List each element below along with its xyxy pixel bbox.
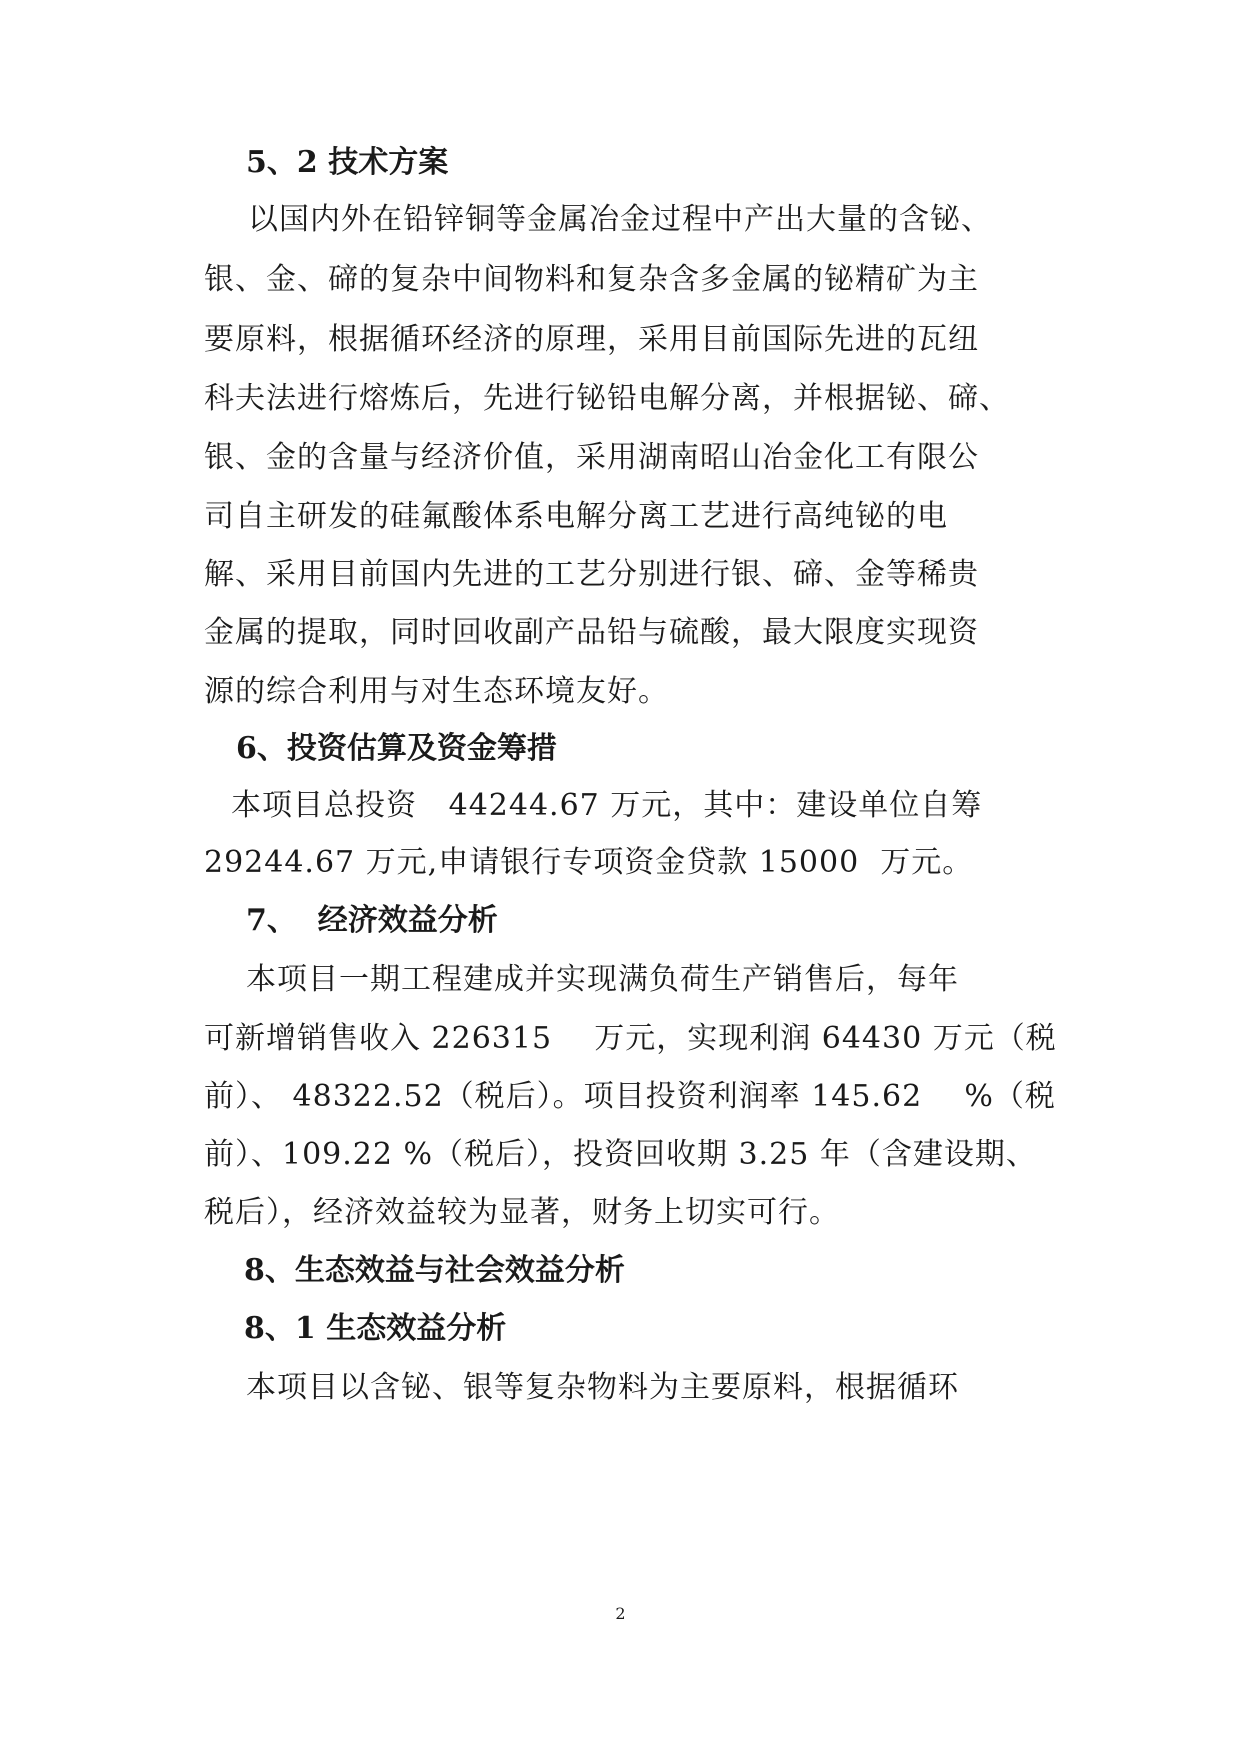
heading-6: 6、投资估算及资金筹措: [236, 731, 557, 766]
paragraph-line: 以国内外在铅锌铜等金属冶金过程中产出大量的含铋、: [248, 202, 992, 237]
page-number: 2: [615, 1604, 626, 1623]
heading-8-1: 8、1 生态效益分析: [244, 1311, 507, 1346]
paragraph-line: 解、采用目前国内先进的工艺分别进行银、碲、金等稀贵: [204, 557, 979, 592]
paragraph-line: 29244.67 万元,申请银行专项资金贷款 15000 万元。: [204, 845, 974, 880]
paragraph-line: 源的综合利用与对生态环境友好。: [204, 674, 669, 709]
heading-5-2: 5、2 技术方案: [246, 145, 449, 180]
heading-8: 8、生态效益与社会效益分析: [244, 1253, 625, 1288]
paragraph-line: 本项目以含铋、银等复杂物料为主要原料，根据循环: [246, 1370, 959, 1405]
paragraph-line: 前）、109.22 %（税后），投资回收期 3.25 年（含建设期、: [204, 1137, 1037, 1172]
paragraph-line: 本项目总投资 44244.67 万元，其中：建设单位自筹: [231, 788, 983, 823]
paragraph-line: 司自主研发的硅氟酸体系电解分离工艺进行高纯铋的电: [204, 499, 948, 534]
paragraph-line: 银、金的含量与经济价值，采用湖南昭山冶金化工有限公: [204, 440, 979, 475]
heading-7: 7、 经济效益分析: [246, 903, 498, 938]
paragraph-line: 要原料，根据循环经济的原理，采用目前国际先进的瓦纽: [204, 322, 979, 357]
paragraph-line: 前）、 48322.52（税后）。项目投资利润率 145.62 %（税: [204, 1079, 1056, 1114]
paragraph-line: 银、金、碲的复杂中间物料和复杂含多金属的铋精矿为主: [204, 262, 979, 297]
paragraph-line: 税后），经济效益较为显著，财务上切实可行。: [204, 1195, 840, 1230]
paragraph-line: 本项目一期工程建成并实现满负荷生产销售后，每年: [246, 962, 959, 997]
paragraph-line: 科夫法进行熔炼后，先进行铋铅电解分离，并根据铋、碲、: [204, 381, 1010, 416]
paragraph-line: 金属的提取，同时回收副产品铅与硫酸，最大限度实现资: [204, 615, 979, 650]
paragraph-line: 可新增销售收入 226315 万元，实现利润 64430 万元（税: [204, 1021, 1057, 1056]
